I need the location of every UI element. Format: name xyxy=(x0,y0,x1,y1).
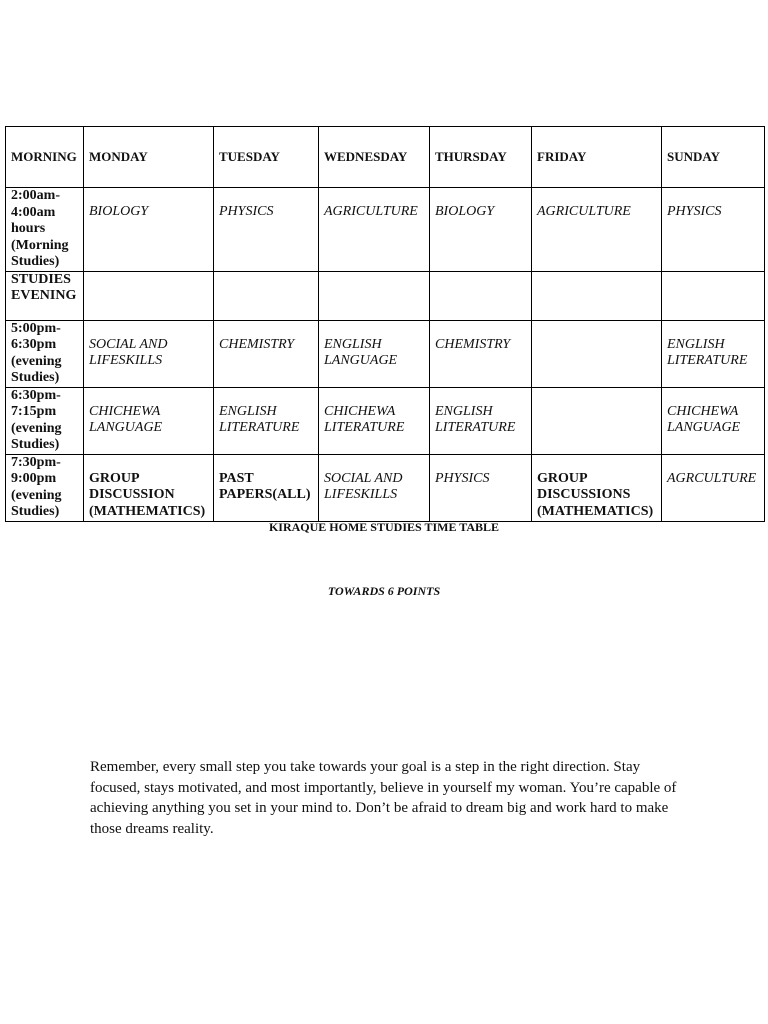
subject-cell: ENGLISH LITERATURE xyxy=(430,387,532,454)
subject-cell xyxy=(430,271,532,320)
subject-cell xyxy=(84,271,214,320)
subject-cell xyxy=(319,271,430,320)
subject-cell: CHICHEWA LANGUAGE xyxy=(662,387,765,454)
subject-cell: ENGLISH LITERATURE xyxy=(214,387,319,454)
timetable-subtitle: TOWARDS 6 POINTS xyxy=(327,584,441,598)
subject-cell: GROUP DISCUSSIONS (MATHEMATICS) xyxy=(532,454,662,521)
table-row xyxy=(6,271,765,320)
header-thursday: THURSDAY xyxy=(430,127,532,188)
subject-cell: AGRICULTURE xyxy=(319,188,430,272)
header-monday: MONDAY xyxy=(84,127,214,188)
table-header-row xyxy=(6,127,765,188)
time-slot: 5:00pm-6:30pm (evening Studies) xyxy=(6,320,84,387)
subject-cell: SOCIAL AND LIFESKILLS xyxy=(84,320,214,387)
timetable-caption: KIRAQUE HOME STUDIES TIME TABLE xyxy=(268,520,500,534)
subject-cell xyxy=(214,271,319,320)
subject-cell: PHYSICS xyxy=(430,454,532,521)
subject-cell: CHICHEWA LANGUAGE xyxy=(84,387,214,454)
subject-cell xyxy=(532,387,662,454)
subject-cell: PHYSICS xyxy=(662,188,765,272)
subject-cell xyxy=(662,271,765,320)
header-morning: MORNING xyxy=(6,127,84,188)
table-row xyxy=(6,454,765,521)
table-row xyxy=(6,188,765,272)
time-slot: STUDIES EVENING xyxy=(6,271,84,320)
header-sunday: SUNDAY xyxy=(662,127,765,188)
subject-cell xyxy=(532,320,662,387)
subject-cell xyxy=(532,271,662,320)
table-row xyxy=(6,387,765,454)
subject-cell: AGRICULTURE xyxy=(532,188,662,272)
header-wednesday: WEDNESDAY xyxy=(319,127,430,188)
time-slot: 2:00am-4:00am hours (Morning Studies) xyxy=(6,188,84,272)
subject-cell: SOCIAL AND LIFESKILLS xyxy=(319,454,430,521)
subject-cell: AGRCULTURE xyxy=(662,454,765,521)
subject-cell: CHICHEWA LITERATURE xyxy=(319,387,430,454)
time-slot: 6:30pm-7:15pm (evening Studies) xyxy=(6,387,84,454)
header-friday: FRIDAY xyxy=(532,127,662,188)
subject-cell: PAST PAPERS(ALL) xyxy=(214,454,319,521)
subject-cell: CHEMISTRY xyxy=(214,320,319,387)
subject-cell: ENGLISH LITERATURE xyxy=(662,320,765,387)
header-tuesday: TUESDAY xyxy=(214,127,319,188)
subject-cell: GROUP DISCUSSION (MATHEMATICS) xyxy=(84,454,214,521)
table-row xyxy=(6,320,765,387)
motivational-paragraph: Remember, every small step you take towards your goal is a step in the right direction. Stay focused, stays motivated, and most importantly, believe in yourself my woman. You’re capable of achieving anything you set in your mind to. Don’t be afraid to dream big and work hard to make those dreams reality. xyxy=(90,759,677,837)
subject-cell: PHYSICS xyxy=(214,188,319,272)
subject-cell: ENGLISH LANGUAGE xyxy=(319,320,430,387)
subject-cell: BIOLOGY xyxy=(84,188,214,272)
time-slot: 7:30pm-9:00pm (evening Studies) xyxy=(6,454,84,521)
subject-cell: BIOLOGY xyxy=(430,188,532,272)
study-timetable xyxy=(5,126,765,522)
subject-cell: CHEMISTRY xyxy=(430,320,532,387)
